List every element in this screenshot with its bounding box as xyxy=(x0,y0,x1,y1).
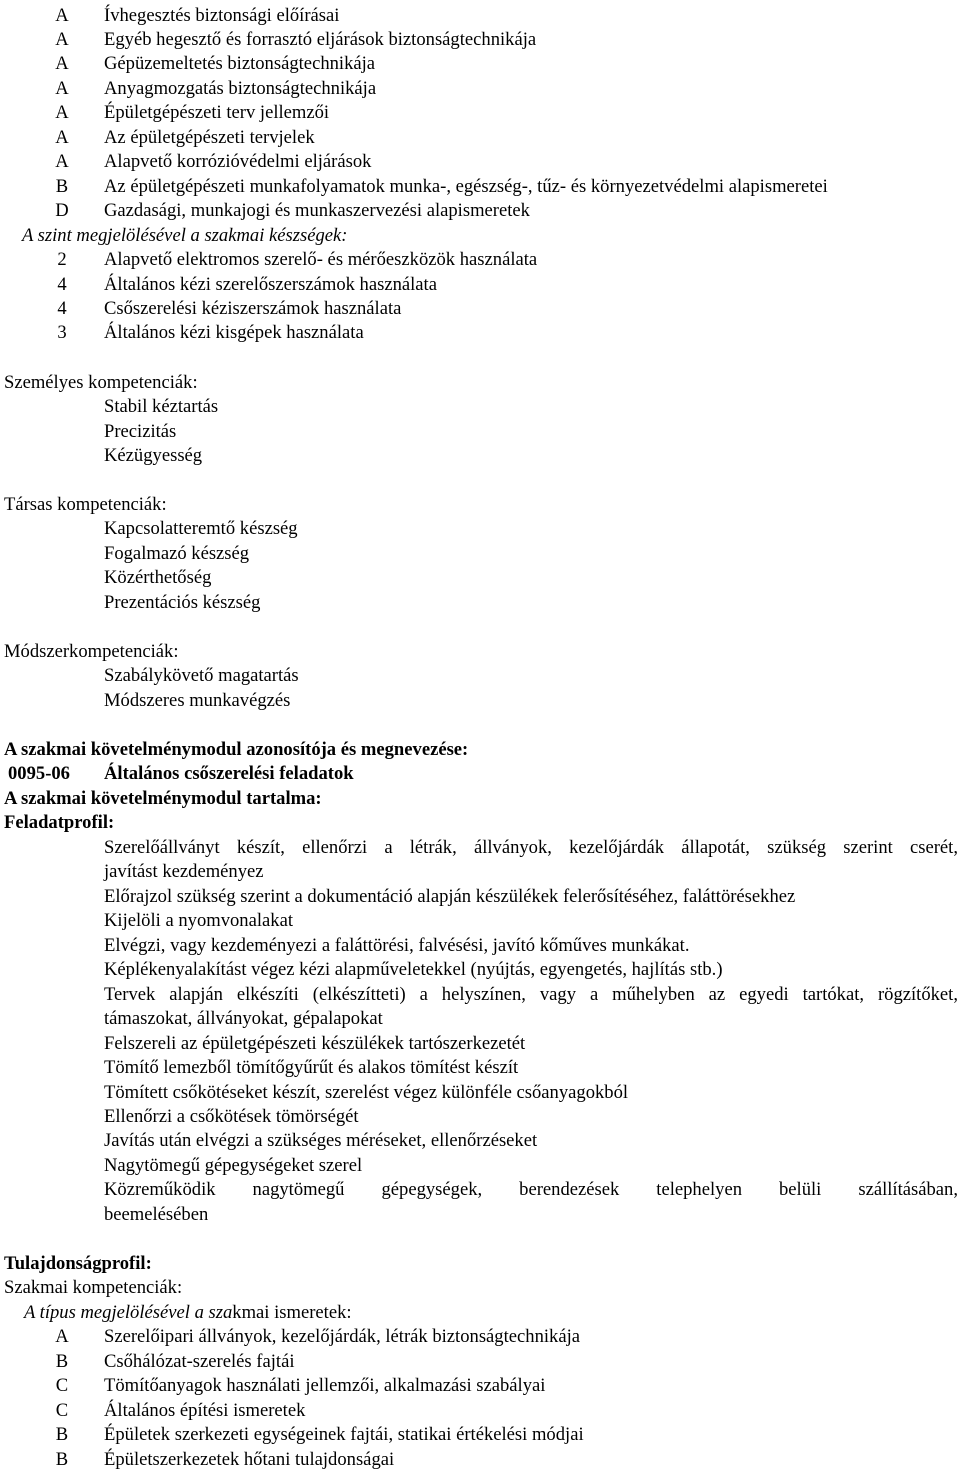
type-code: A xyxy=(55,102,69,123)
type-code: A xyxy=(55,53,69,74)
personal-heading-text: Személyes kompetenciák: xyxy=(4,372,198,393)
topic-text: Épületek szerkezeti egységeinek fajtái, statikai értékelési módjai xyxy=(104,1424,584,1445)
type-heading-italic: A típus megjelölésével a sza xyxy=(24,1302,233,1323)
type-code: D xyxy=(55,200,69,221)
level-code: 3 xyxy=(57,322,67,343)
competency-text: Stabil kéztartás xyxy=(104,396,219,417)
topic-text: Alapvető korrózióvédelmi eljárások xyxy=(104,151,372,172)
type-code: C xyxy=(55,1375,69,1396)
task-text: támaszokat, állványokat, gépalapokat xyxy=(104,1008,383,1029)
task-text: Felszereli az épületgépészeti készülékek tartószerkezetét xyxy=(104,1033,526,1054)
skill-text: Általános kézi kisgépek használata xyxy=(104,322,364,343)
level-code: 4 xyxy=(57,274,67,295)
task-text: Elvégzi, vagy kezdeményezi a faláttörési, falvésési, javító kőműves munkákat. xyxy=(104,935,690,956)
module-id-heading-text: A szakmai követelménymodul azonosítója és megnevezése: xyxy=(4,739,469,760)
task-profile-heading-text: Feladatprofil: xyxy=(4,812,115,833)
competency-text: Fogalmazó készség xyxy=(104,543,250,564)
level-code: 4 xyxy=(57,298,67,319)
type-code: C xyxy=(55,1400,69,1421)
type-code: B xyxy=(55,176,69,197)
task-text: Előrajzol szükség szerint a dokumentáció alapján készülékek felerősítéséhez, faláttörésekhez xyxy=(104,886,796,907)
skill-text: Alapvető elektromos szerelő- és mérőeszközök használata xyxy=(104,249,538,270)
type-code: A xyxy=(55,29,69,50)
competency-text: Módszeres munkavégzés xyxy=(104,690,291,711)
topic-text: Tömítőanyagok használati jellemzői, alkalmazási szabályai xyxy=(104,1375,546,1396)
task-text: Közreműködik nagytömegű gépegységek, berendezések telephelyen belüli szállításában, xyxy=(104,1179,958,1200)
type-code: B xyxy=(55,1351,69,1372)
topic-text: Anyagmozgatás biztonságtechnikája xyxy=(104,78,377,99)
topic-text: Gépüzemeltetés biztonságtechnikája xyxy=(104,53,376,74)
type-code: A xyxy=(55,127,69,148)
task-text: Tömített csőkötéseket készít, szerelést végez különféle csőanyagokból xyxy=(104,1082,629,1103)
topic-text: Épületgépészeti terv jellemzői xyxy=(104,102,330,123)
task-text: Tömítő lemezből tömítőgyűrűt és alakos tömítést készít xyxy=(104,1057,519,1078)
skill-text: Csőszerelési kéziszerszámok használata xyxy=(104,298,402,319)
social-heading-text: Társas kompetenciák: xyxy=(4,494,167,515)
competency-text: Közérthetőség xyxy=(104,567,212,588)
task-text: beemelésében xyxy=(104,1204,209,1225)
property-profile-heading-text: Tulajdonságprofil: xyxy=(4,1253,152,1274)
task-text: Tervek alapján elkészíti (elkészítteti) a helyszínen, vagy a műhelyben az egyedi tartókat, rögzítőket, xyxy=(104,984,958,1005)
module-content-heading-text: A szakmai követelménymodul tartalma: xyxy=(4,788,322,809)
task-text: Képlékenyalakítást végez kézi alapműveletekkel (nyújtás, egyengetés, hajlítás stb.) xyxy=(104,959,723,980)
competency-text: Kapcsolatteremtő készség xyxy=(104,518,298,539)
type-code: B xyxy=(55,1449,69,1470)
type-code: B xyxy=(55,1424,69,1445)
competency-text: Prezentációs készség xyxy=(104,592,261,613)
task-text: javítást kezdeményez xyxy=(104,861,264,882)
topic-text: Gazdasági, munkajogi és munkaszervezési alapismeretek xyxy=(104,200,530,221)
topic-text: Egyéb hegesztő és forrasztó eljárások biztonságtechnikája xyxy=(104,29,537,50)
module-code: 0095-06 xyxy=(8,763,70,784)
competency-text: Precizitás xyxy=(104,421,177,442)
topic-text: Szerelőipari állványok, kezelőjárdák, létrák biztonságtechnikája xyxy=(104,1326,581,1347)
method-heading-text: Módszerkompetenciák: xyxy=(4,641,179,662)
topic-text: Általános építési ismeretek xyxy=(104,1400,306,1421)
level-code: 2 xyxy=(57,249,67,270)
type-code: A xyxy=(55,78,69,99)
topic-text: Az épületgépészeti tervjelek xyxy=(104,127,315,148)
competency-text: Szabálykövető magatartás xyxy=(104,665,299,686)
topic-text: Az épületgépészeti munkafolyamatok munka-, egészség-, tűz- és környezetvédelmi alapismeretei xyxy=(104,176,828,197)
topic-text: Csőhálózat-szerelés fajtái xyxy=(104,1351,295,1372)
type-code: A xyxy=(55,151,69,172)
task-text: Szerelőállványt készít, ellenőrzi a létrák, állványok, kezelőjárdák állapotát, szükség szerint cserét, xyxy=(104,837,958,858)
task-text: Kijelöli a nyomvonalakat xyxy=(104,910,293,931)
topic-text: Ívhegesztés biztonsági előírásai xyxy=(104,5,340,26)
type-code: A xyxy=(55,5,69,26)
type-heading-rest: kmai ismeretek: xyxy=(232,1302,352,1323)
task-text: Nagytömegű gépegységeket szerel xyxy=(104,1155,363,1176)
type-code: A xyxy=(55,1326,69,1347)
module-name: Általános csőszerelési feladatok xyxy=(104,763,354,784)
topic-text: Épületszerkezetek hőtani tulajdonságai xyxy=(104,1449,395,1470)
professional-competencies-heading-text: Szakmai kompetenciák: xyxy=(4,1277,183,1298)
competency-text: Kézügyesség xyxy=(104,445,203,466)
task-text: Ellenőrzi a csőkötések tömörségét xyxy=(104,1106,359,1127)
skill-text: Általános kézi szerelőszerszámok használata xyxy=(104,274,437,295)
skills-heading-text: A szint megjelölésével a szakmai készségek: xyxy=(22,225,348,246)
task-text: Javítás után elvégzi a szükséges méréseket, ellenőrzéseket xyxy=(104,1130,538,1151)
